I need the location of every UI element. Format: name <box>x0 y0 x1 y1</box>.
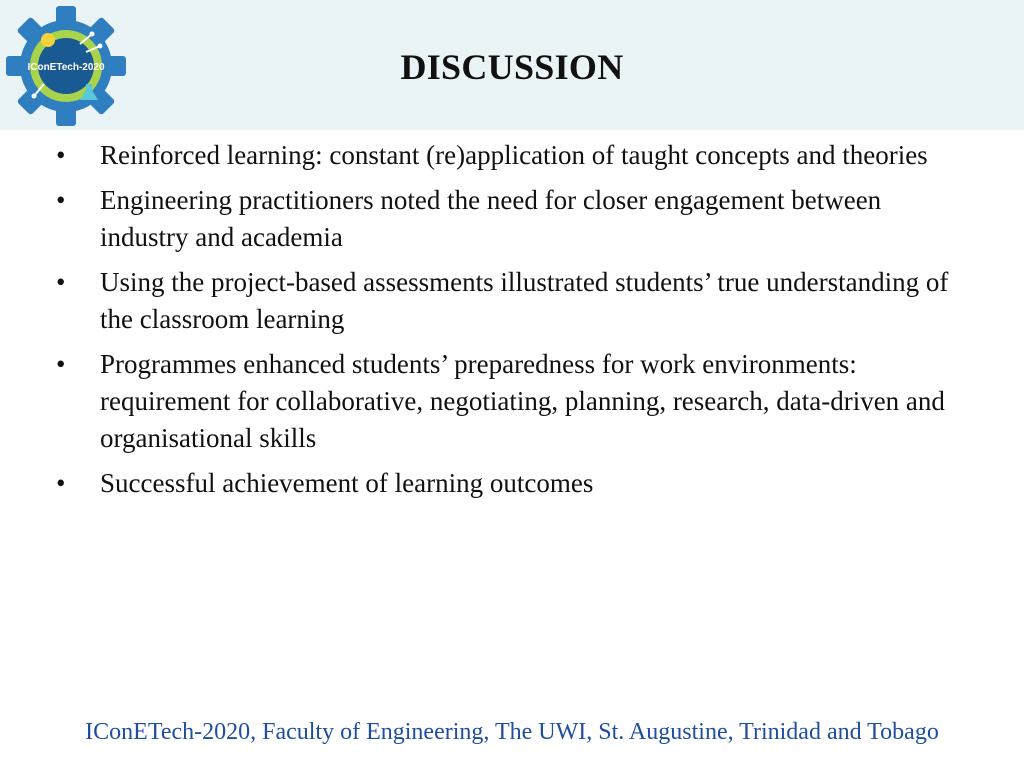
bullet-text: Successful achievement of learning outcomes <box>100 468 594 498</box>
bullet-marker: • <box>56 349 66 379</box>
bullet-item <box>0 182 970 256</box>
bullet-marker: • <box>56 468 66 498</box>
bullet-text: Programmes enhanced students’ preparedness for work environments: requirement for collaborative, negotiating, planning, research, data-driven and organisational skills <box>100 349 945 453</box>
header-band <box>0 0 1024 130</box>
logo-text: IConETech-2020 <box>27 62 105 73</box>
bullet-text: Using the project-based assessments illustrated students’ true understanding of the classroom learning <box>100 267 949 334</box>
bullet-item <box>0 137 970 174</box>
bullet-list <box>0 137 1024 510</box>
bullet-text: Engineering practitioners noted the need for closer engagement between industry and academia <box>100 185 882 252</box>
bullet-marker: • <box>56 185 66 215</box>
bullet-text: Reinforced learning: constant (re)application of taught concepts and theories <box>100 140 928 170</box>
bullet-item <box>0 346 970 457</box>
bullet-item <box>0 465 970 502</box>
bullet-item <box>0 264 970 338</box>
bullet-marker: • <box>56 140 66 170</box>
footer-text: IConETech-2020, Faculty of Engineering, The UWI, St. Augustine, Trinidad and Tobago <box>85 719 939 745</box>
bullet-marker: • <box>56 267 66 297</box>
slide-title: DISCUSSION <box>400 47 624 87</box>
